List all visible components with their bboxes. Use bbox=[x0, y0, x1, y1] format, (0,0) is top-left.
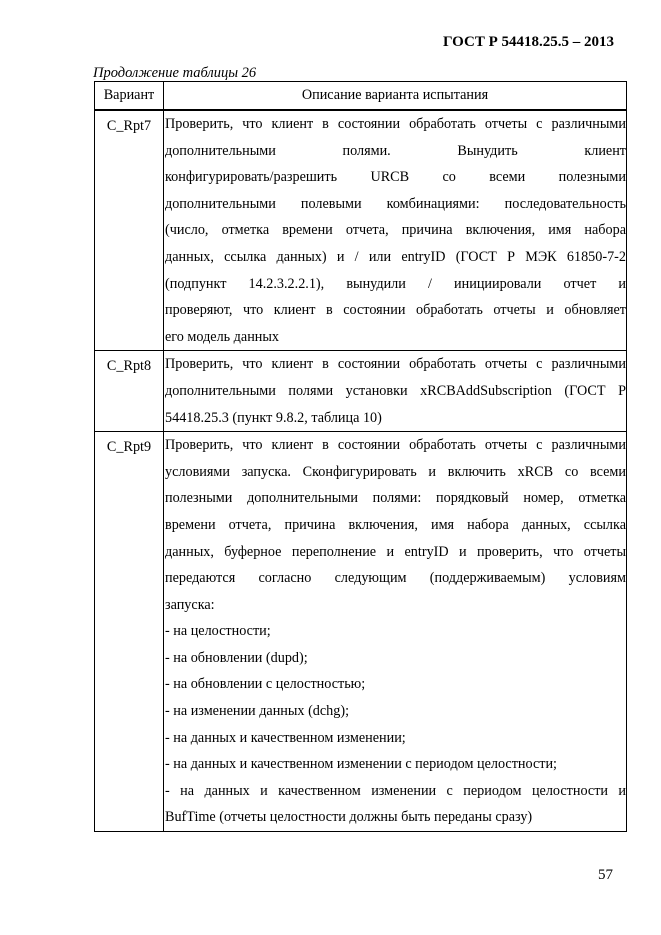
description-line: Проверить, что клиент в состоянии обработать отчеты с различными bbox=[165, 437, 626, 454]
variant-id-cell: C_Rpt7 bbox=[95, 110, 164, 351]
table-header-row bbox=[95, 82, 627, 111]
variant-id-cell: C_Rpt8 bbox=[95, 351, 164, 432]
description-line: 54418.25.3 (пункт 9.8.2, таблица 10) bbox=[165, 409, 382, 426]
description-line: данных, ссылка данных) и / или entryID (ГОСТ Р МЭК 61850-7-2 bbox=[165, 248, 626, 265]
table-row bbox=[95, 432, 627, 832]
description-line: запуска: bbox=[165, 596, 215, 613]
description-line: дополнительными полями установки xRCBAddSubscription (ГОСТ Р bbox=[165, 382, 626, 399]
description-line: - на данных и качественном изменении с периодом целостности и bbox=[165, 782, 626, 799]
table-row bbox=[95, 110, 627, 351]
description-line: дополнительными полями. Вынудить клиент bbox=[165, 142, 626, 159]
description-line: - на целостности; bbox=[165, 623, 271, 640]
description-line: - на данных и качественном изменении; bbox=[165, 729, 406, 746]
document-header: ГОСТ Р 54418.25.5 – 2013 bbox=[442, 34, 614, 50]
variant-description-cell bbox=[164, 351, 627, 432]
description-line: условиями запуска. Сконфигурировать и включить xRCB со всеми bbox=[165, 463, 626, 480]
description-line: дополнительными полевыми комбинациями: последовательность bbox=[165, 195, 626, 212]
description-line: - на обновлении с целостностью; bbox=[165, 676, 366, 693]
description-line: его модель данных bbox=[165, 328, 280, 345]
description-line: (подпункт 14.2.3.2.2.1), вынудили / инициировали отчет и bbox=[165, 275, 626, 292]
variant-description-cell bbox=[164, 110, 627, 351]
description-line: передаются согласно следующим (поддерживаемым) условиям bbox=[165, 570, 626, 587]
description-line: Проверить, что клиент в состоянии обработать отчеты с различными bbox=[165, 356, 626, 373]
description-line: Проверить, что клиент в состоянии обработать отчеты с различными bbox=[165, 116, 626, 132]
description-line: BufTime (отчеты целостности должны быть переданы сразу) bbox=[165, 809, 533, 826]
description-line: - на изменении данных (dchg); bbox=[165, 703, 350, 720]
column-header-variant: Вариант bbox=[95, 82, 164, 111]
description-line: конфигурировать/разрешить URCB со всеми полезными bbox=[165, 169, 626, 186]
description-line: данных, буферное переполнение и entryID и проверить, что отчеты bbox=[165, 543, 626, 560]
test-variants-table bbox=[94, 81, 627, 832]
description-line: полезными дополнительными полями: порядковый номер, отметка bbox=[165, 490, 626, 507]
table-row bbox=[95, 351, 627, 432]
description-line: - на обновлении (dupd); bbox=[165, 649, 308, 666]
description-line: - на данных и качественном изменении с периодом целостности; bbox=[165, 756, 557, 773]
variant-description-cell bbox=[164, 432, 627, 832]
page-number: 57 bbox=[598, 867, 613, 883]
description-line: проверяют, что клиент в состоянии обработать отчеты и обновляет bbox=[165, 302, 626, 319]
column-header-description: Описание варианта испытания bbox=[164, 82, 627, 111]
table-continuation-caption: Продолжение таблицы 26 bbox=[93, 65, 257, 81]
description-line: времени отчета, причина включения, имя набора данных, ссылка bbox=[165, 516, 626, 533]
description-line: (число, отметка времени отчета, причина включения, имя набора bbox=[165, 222, 626, 239]
variant-id-cell: C_Rpt9 bbox=[95, 432, 164, 832]
